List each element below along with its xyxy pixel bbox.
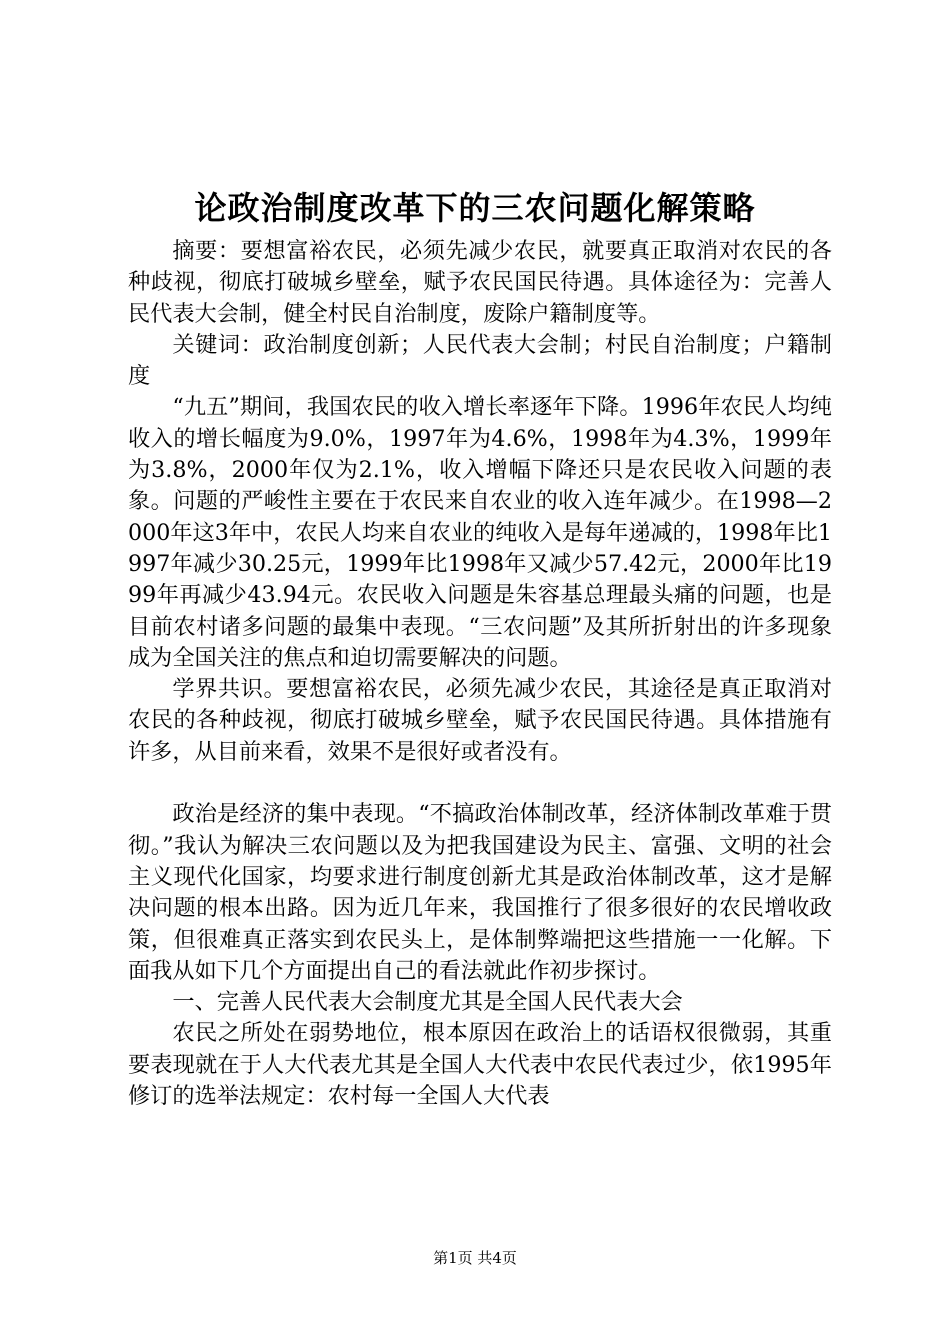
document-title: 论政治制度改革下的三农问题化解策略 — [194, 189, 756, 227]
paragraph-spacer — [128, 768, 832, 799]
body-paragraph: 农民之所处在弱势地位，根本原因在政治上的话语权很微弱，其重要表现就在于人大代表尤其是全国人大代表中农民代表过少，依1995年修订的选举法规定：农村每一全国人大代表 — [128, 1020, 832, 1110]
abstract-paragraph: 摘要：要想富裕农民，必须先减少农民，就要真正取消对农民的各种歧视，彻底打破城乡壁垒，赋予农民国民待遇。具体途径为：完善人民代表大会制，健全村民自治制度，废除户籍制度等。 — [128, 238, 832, 327]
document-body — [128, 236, 832, 1112]
body-paragraph: “九五”期间，我国农民的收入增长率逐年下降。1996年农民人均纯收入的增长幅度为9.0%，1997年为4.6%，1998年为4.3%，1999年为3.8%，2000年仅为2.1%，收入增幅下降还只是农民收入问题的表象。问题的严峻性主要在于农民来自农业的收入连年减少。在1998—2000年这3年中，农民人均来自农业的纯收入是每年递减的，1998年比1997年减少30.25元，1999年比1998年又减少57.42元，2000年比1999年再减少43.94元。农民收入问题是朱容基总理最头痛的问题，也是目前农村诸多问题的最集中表现。“三农问题”及其所折射出的许多现象成为全国关注的焦点和迫切需要解决的问题。 — [128, 394, 832, 671]
page-footer: 第1页 共4页 — [433, 1249, 517, 1267]
keywords-paragraph: 关键词：政治制度创新；人民代表大会制；村民自治制度；户籍制度 — [128, 331, 832, 390]
section-heading: 一、完善人民代表大会制度尤其是全国人民代表大会 — [172, 989, 683, 1016]
body-paragraph: 学界共识。要想富裕农民，必须先减少农民，其途径是真正取消对农民的各种歧视，彻底打破城乡壁垒，赋予农民国民待遇。具体措施有许多，从目前来看，效果不是很好或者没有。 — [128, 676, 832, 765]
body-paragraph: 政治是经济的集中表现。“不搞政治体制改革，经济体制改革难于贯彻。”我认为解决三农问题以及为把我国建设为民主、富强、文明的社会主义现代化国家，均要求进行制度创新尤其是政治体制改革，这才是解决问题的根本出路。因为近几年来，我国推行了很多很好的农民增收政策，但很难真正落实到农民头上，是体制弊端把这些措施一一化解。下面我从如下几个方面提出自己的看法就此作初步探讨。 — [128, 801, 832, 984]
